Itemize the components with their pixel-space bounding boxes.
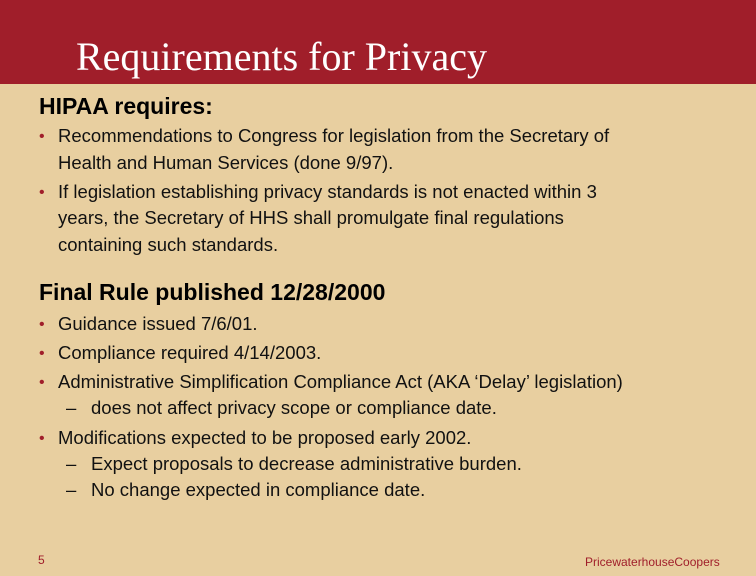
- bullet-icon: •: [39, 128, 45, 145]
- list-item-line: containing such standards.: [58, 234, 279, 255]
- list-item-line: Recommendations to Congress for legislation from the Secretary of: [58, 125, 610, 146]
- bullet-icon: •: [39, 374, 45, 391]
- sub-list-item: does not affect privacy scope or compliance date.: [91, 397, 497, 418]
- list-item-line: Health and Human Services (done 9/97).: [58, 152, 394, 173]
- section-heading-hipaa: HIPAA requires:: [39, 93, 213, 119]
- sub-list-item: Expect proposals to decrease administrative burden.: [91, 453, 522, 474]
- list-item: Compliance required 4/14/2003.: [58, 342, 322, 363]
- slide-title: Requirements for Privacy: [76, 34, 487, 79]
- dash-icon: –: [66, 397, 77, 418]
- list-item: Guidance issued 7/6/01.: [58, 313, 258, 334]
- bullet-icon: •: [39, 184, 45, 201]
- sub-list-item: No change expected in compliance date.: [91, 479, 426, 500]
- section-heading-final-rule: Final Rule published 12/28/2000: [39, 279, 386, 305]
- dash-icon: –: [66, 453, 77, 474]
- bullet-icon: •: [39, 316, 45, 333]
- bullet-icon: •: [39, 430, 45, 447]
- page-number: 5: [38, 553, 45, 567]
- list-item: Administrative Simplification Compliance Act (AKA ‘Delay’ legislation): [58, 371, 623, 392]
- dash-icon: –: [66, 479, 77, 500]
- brand-name: PricewaterhouseCoopers: [585, 555, 720, 569]
- list-item-line: If legislation establishing privacy standards is not enacted within 3: [58, 181, 597, 202]
- list-item: Modifications expected to be proposed early 2002.: [58, 427, 472, 448]
- bullet-icon: •: [39, 345, 45, 362]
- list-item-line: years, the Secretary of HHS shall promulgate final regulations: [58, 207, 564, 228]
